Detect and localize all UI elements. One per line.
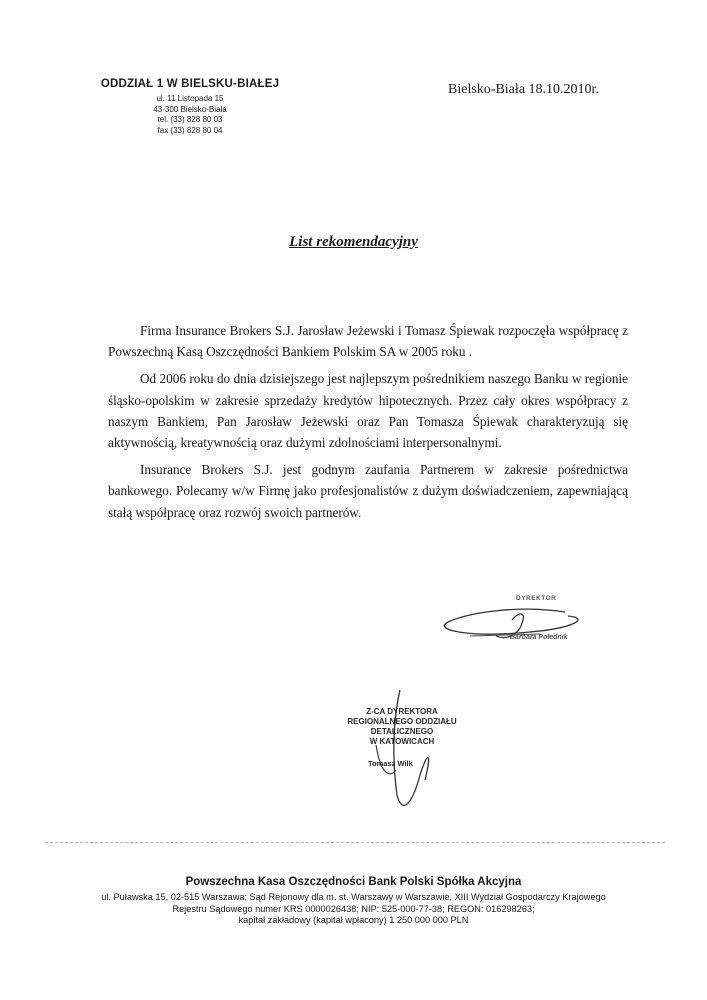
stamp-line: REGIONALNEGO ODDZIAŁU DETALICZNEGO	[347, 717, 457, 736]
branch-address-block	[90, 78, 290, 136]
branch-contact-lines	[90, 94, 290, 136]
branch-city: 43-300 Bielsko-Biała	[153, 104, 227, 114]
director-stamp-name: Barbara Połednik	[510, 634, 568, 641]
branch-phone: tel. (33) 828 80 03	[157, 115, 223, 124]
footer-line: kapitał zakładowy (kapitał wpłacony) 1 250 000 000 PLN	[238, 915, 469, 925]
footer-company-name: Powszechna Kasa Oszczędności Bank Polski Spółka Akcyjna	[185, 876, 522, 888]
footer-divider	[45, 842, 665, 843]
stamp-line: W KATOWICACH	[369, 737, 435, 746]
letter-body	[108, 320, 628, 529]
footer-line: Rejestru Sądowego numer KRS 0000026438; NIP: 525-000-77-38; REGON: 016298263;	[172, 903, 535, 914]
footer-line: ul. Puławska 15, 02-515 Warszawa; Sąd Rejonowy dla m. st. Warszawy w Warszawie, XIII Wydział Gospodarczy Krajowego	[101, 892, 606, 902]
director-signature	[444, 609, 578, 634]
deputy-director-name: Tomasz Wilk	[368, 759, 413, 768]
director-stamp-title: DYREKTOR	[516, 595, 557, 602]
branch-name: ODDZIAŁ 1 W BIELSKU-BIAŁEJ	[100, 78, 280, 90]
branch-street: ul. 11 Listopada 15	[156, 94, 224, 103]
place-and-date: Bielsko-Biała 18.10.2010r.	[448, 82, 599, 97]
body-paragraph: Firma Insurance Brokers S.J. Jarosław Jeżewski i Tomasz Śpiewak rozpoczęła współpracę z Powszechną Kasą Oszczędności Bankiem Polskim SA w 2005 roku .	[108, 323, 628, 360]
deputy-director-stamp	[322, 707, 482, 747]
stamp-line: Z-CA DYREKTORA	[366, 707, 438, 716]
footer	[0, 876, 707, 927]
document-title: List rekomendacyjny	[289, 234, 418, 250]
body-paragraph: Od 2006 roku do dnia dzisiejszego jest najlepszym pośrednikiem naszego Banku w regionie śląsko-opolskim w zakresie sprzedaży kredytów hipotecznych. Przez cały okres współpracy z naszym Bankiem, Pan Jarosław Jeżewski oraz Pan Tomasza Śpiewak charakteryzują się aktywnością, kreatywnością oraz dużymi zdolnościami interpersonalnymi.	[108, 371, 628, 451]
branch-fax: fax (33) 828 80 04	[157, 125, 223, 135]
body-paragraph: Insurance Brokers S.J. jest godnym zaufania Partnerem w zakresie pośrednictwa bankowego. Polecamy w/w Firmę jako profesjonalistów z dużym doświadczeniem, zapewniającą stałą współpracę oraz rozwój swoich partnerów.	[108, 462, 628, 520]
